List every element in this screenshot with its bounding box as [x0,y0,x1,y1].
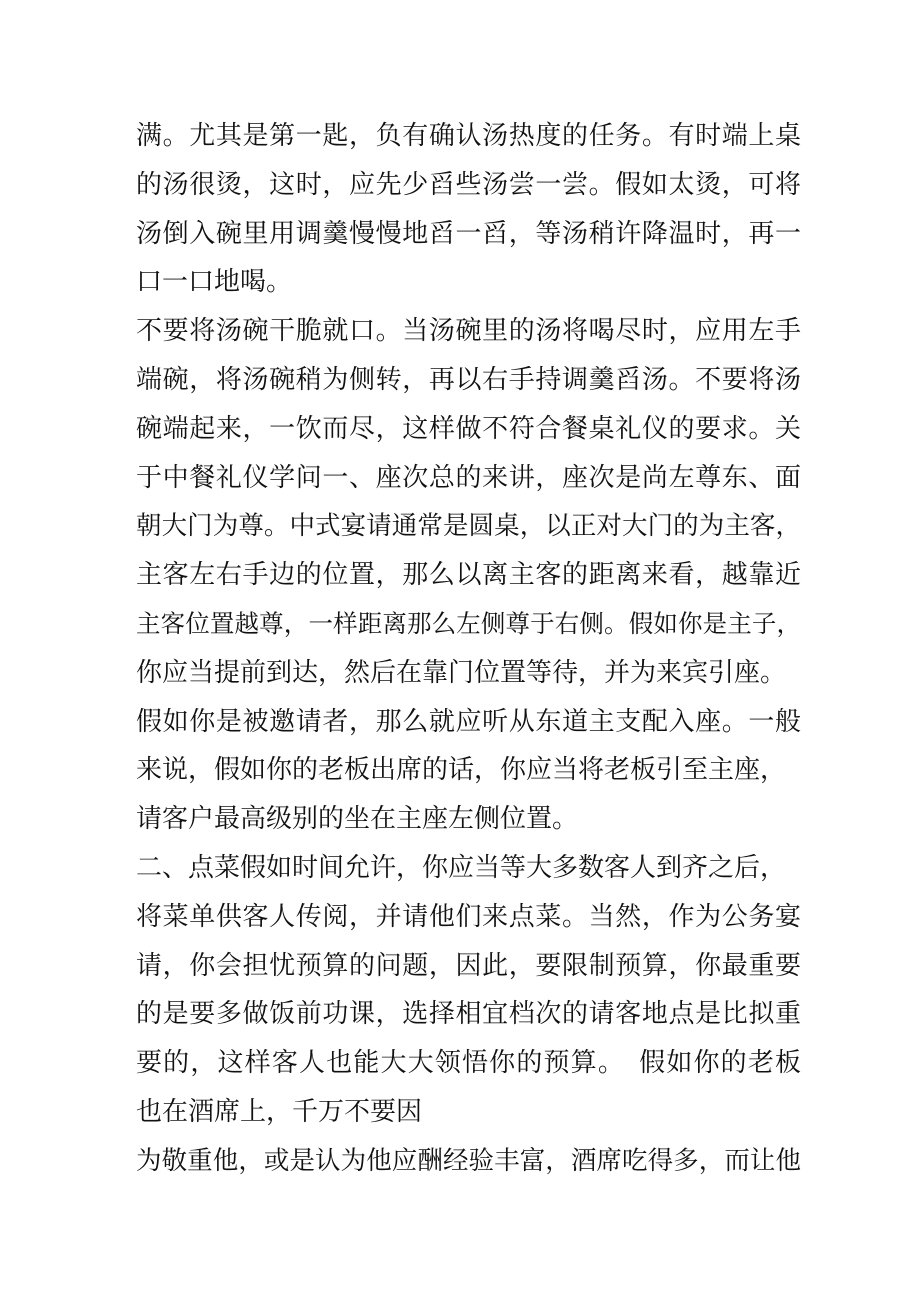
text-line: 于中餐礼仪学问一、座次总的来讲，座次是尚左尊东、面 [136,462,801,493]
text-line: 主客左右手边的位置，那么以离主客的距离来看，越靠近 [136,560,801,591]
text-line: 端碗，将汤碗稍为侧转，再以右手持调羹舀汤。不要将汤 [136,364,801,395]
text-line: 二、点菜假如时间允许，你应当等大多数客人到齐之后， [136,852,787,883]
text-line: 朝大门为尊。中式宴请通常是圆桌，以正对大门的为主客， [136,511,801,542]
body-text [136,112,801,1186]
text-line: 主客位置越尊，一样距离那么左侧尊于右侧。假如你是主子， [136,608,801,638]
text-line: 你应当提前到达，然后在靠门位置等待，并为来宾引座。 [136,657,787,688]
text-line: 请客户最高级别的坐在主座左侧位置。 [136,804,579,835]
text-line: 要的，这样客人也能大大领悟你的预算。 假如你的老板 [136,1048,801,1079]
text-line: 碗端起来，一饮而尽，这样做不符合餐桌礼仪的要求。关 [136,413,801,444]
text-line: 的是要多做饭前功课，选择相宜档次的请客地点是比拟重 [136,999,801,1030]
text-line: 将菜单供客人传阅，并请他们来点菜。当然，作为公务宴 [136,901,801,932]
text-line: 汤倒入碗里用调羹慢慢地舀一舀，等汤稍许降温时，再一 [136,218,801,249]
text-line: 为敬重他，或是认为他应酬经验丰富，酒席吃得多，而让他 [136,1145,801,1176]
text-line: 也在酒席上，千万不要因 [136,1096,423,1127]
text-line: 来说，假如你的老板出席的话，你应当将老板引至主座， [136,755,787,786]
text-line: 的汤很烫，这时，应先少舀些汤尝一尝。假如太烫，可将 [136,169,801,200]
text-line: 口一口地喝。 [136,267,293,298]
text-line: 假如你是被邀请者，那么就应听从东道主支配入座。一般 [136,706,801,737]
text-line: 满。尤其是第一匙，负有确认汤热度的任务。有时端上桌 [136,121,801,151]
text-line: 不要将汤碗干脆就口。当汤碗里的汤将喝尽时，应用左手 [136,316,801,347]
text-line: 请，你会担忧预算的问题，因此，要限制预算，你最重要 [136,950,801,981]
